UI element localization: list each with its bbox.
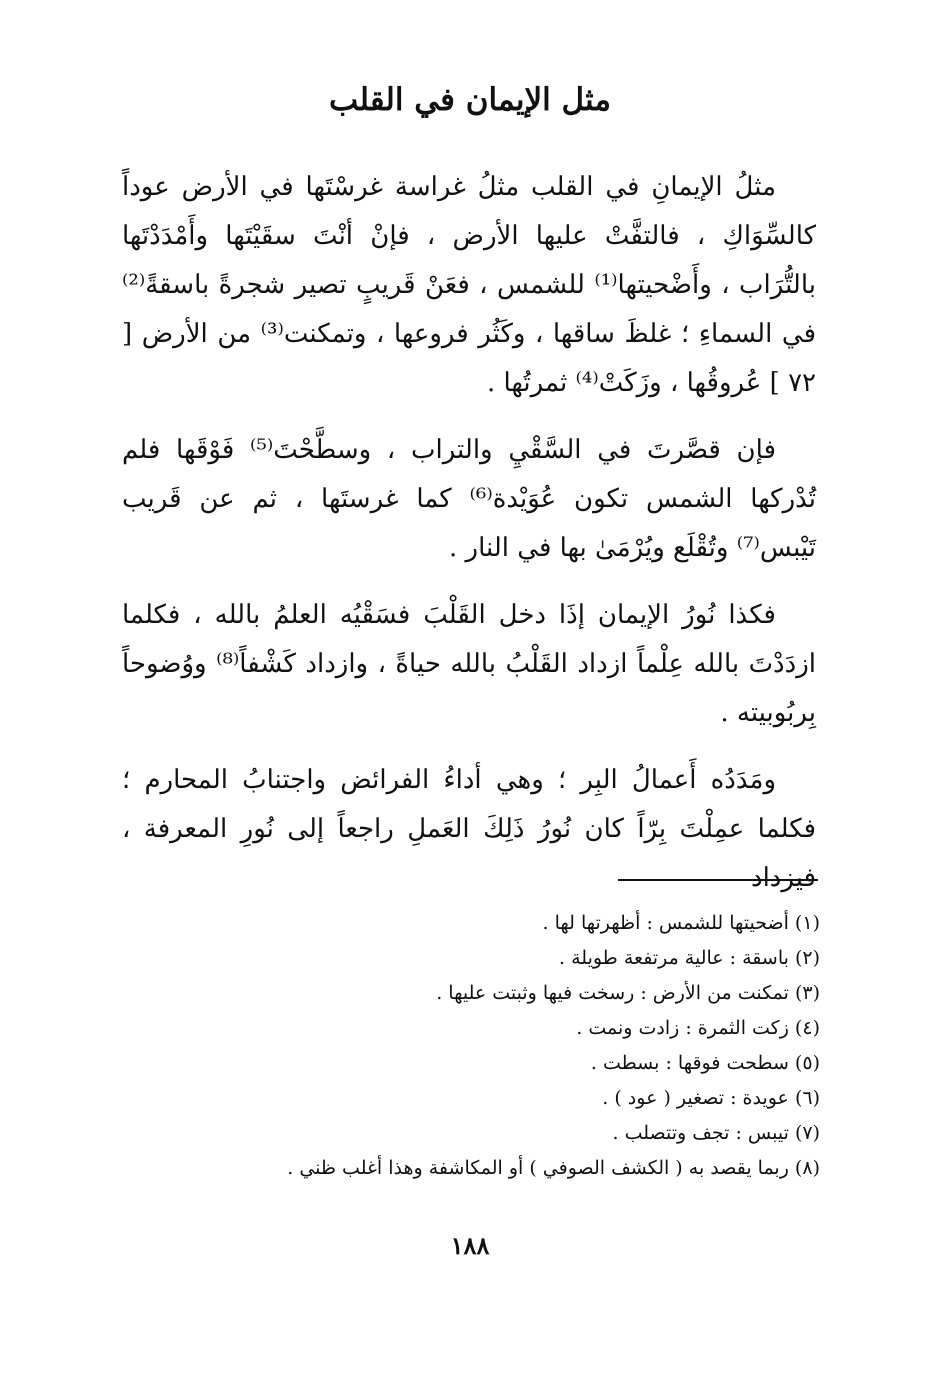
page-number: ١٨٨ xyxy=(450,1231,490,1260)
footnote-5: (٥) سطحت فوقها : بسطت . xyxy=(590,1052,820,1074)
footnote-6: (٦) عويدة : تصغير ( عود ) . xyxy=(602,1087,820,1109)
footnote-3: (٣) تمكنت من الأرض : رسخت فيها وثبتت عليها . xyxy=(436,982,820,1004)
footnote-4: (٤) زكت الثمرة : زادت ونمت . xyxy=(576,1017,820,1039)
body-text xyxy=(122,163,816,921)
footnote-8: (٨) ربما يقصد به ( الكشف الصوفي ) أو المكاشفة وهذا أغلب ظني . xyxy=(287,1157,820,1179)
footnote-7: (٧) تيبس : تجف وتتصلب . xyxy=(612,1122,820,1144)
footnote-1: (١) أضحيتها للشمس : أظهرتها لها . xyxy=(542,912,820,934)
footnote-separator xyxy=(618,879,818,881)
chapter-title: مثل الإيمان في القلب xyxy=(329,82,611,118)
footnotes xyxy=(122,906,820,1186)
footnote-2: (٢) باسقة : عالية مرتفعة طويلة . xyxy=(559,947,820,969)
paragraph-3: فكذا نُورُ الإيمان إذَا دخل القَلْبَ فسَقْيُه العلمُ بالله ، فكلما ازدَدْتَ بالله عِلْماً ازداد القَلْبُ بالله حياةً ، وازداد كَشْفاً⁽⁸⁾ ووُضوحاً بِربُوبيته . xyxy=(122,600,816,728)
paragraph-4: ومَدَدُه أَعمالُ البِر ؛ وهي أداءُ الفرائض واجتنابُ المحارم ؛ فكلما عمِلْتَ بِرّاً كان نُورُ ذَلِكَ العَملِ راجعاً إلى نُورِ المعرفة ، فيزداد xyxy=(122,765,816,893)
paragraph-2: فإن قصَّرتَ في السَّقْيِ والتراب ، وسطَّحْتَ⁽⁵⁾ فَوْقَها فلم تُدْركها الشمس تكون عُوَيْدة⁽⁶⁾ كما غرستَها ، ثم عن قَريب تَيْبس⁽⁷⁾ وتُقْلَع ويُرْمَىٰ بها في النار . xyxy=(122,435,817,563)
paragraph-1: مثلُ الإيمانِ في القلب مثلُ غراسة غرسْتَها في الأرض عوداً كالسِّوَاكِ ، فالتفَّتْ عليها الأرض ، فإنْ أنْتَ سقَيْتَها وأَمْدَدْتَها بالتُّرَاب ، وأَضْحيتها⁽¹⁾ للشمس ، فعَنْ قَريبٍ تصير شجرةً باسقةً⁽²⁾ في السماءِ ؛ غلظَ ساقها ، وكَثُر فروعها ، وتمكنت⁽³⁾ من الأرض [ ٧٢ ] عُروقُها ، وزَكَتْ⁽⁴⁾ ثمرتُها . xyxy=(122,172,816,398)
